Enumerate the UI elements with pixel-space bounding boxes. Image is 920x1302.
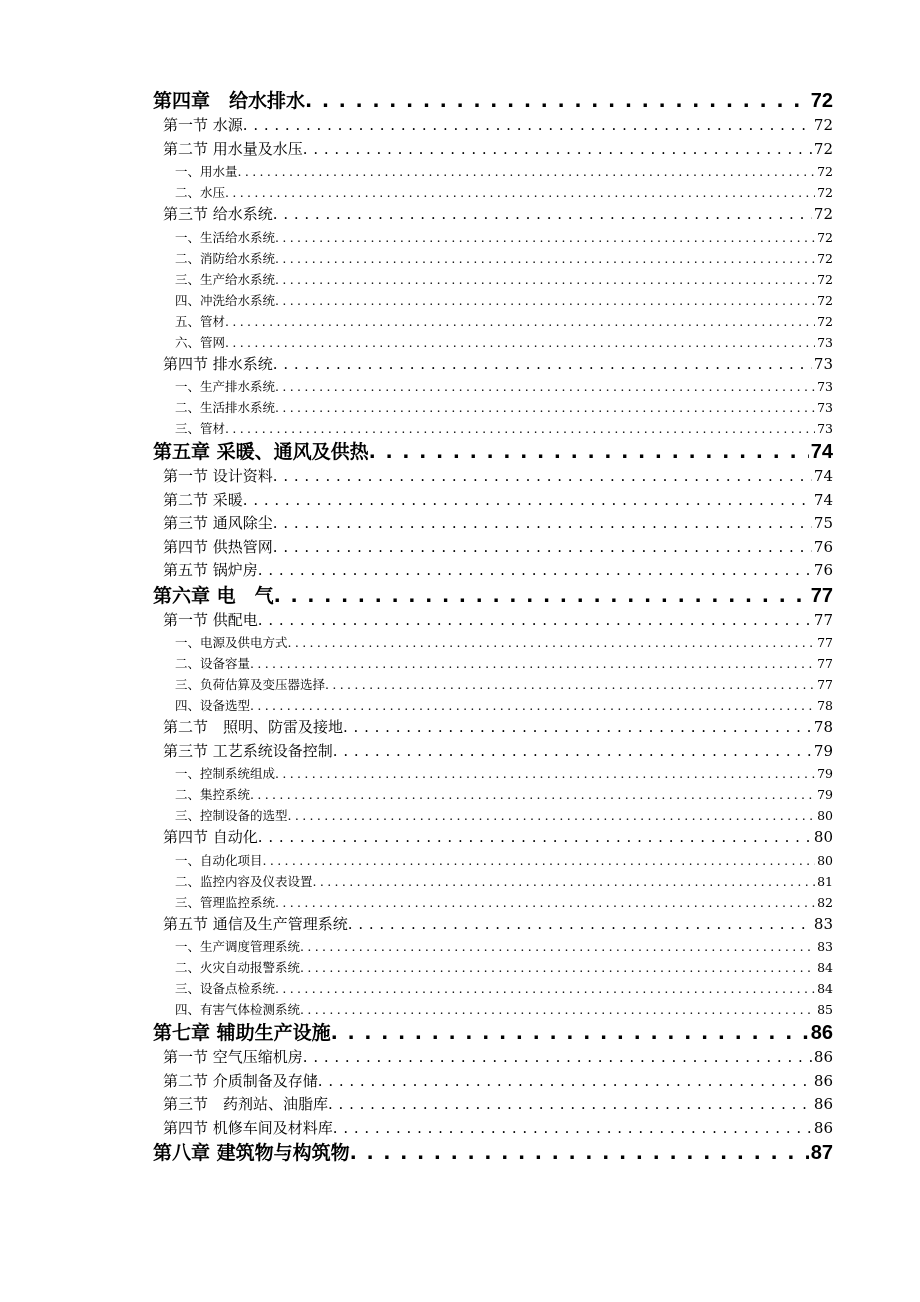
toc-entry-page-number: 72 (817, 185, 833, 200)
toc-entry-page-number: 86 (813, 1095, 833, 1113)
toc-entry-title: 一、生活给水系统 (175, 229, 276, 245)
toc-item-entry[interactable] (153, 376, 833, 397)
toc-item-entry[interactable] (153, 248, 833, 269)
toc-entry-title: 一、电源及供电方式 (175, 635, 288, 650)
toc-item-entry[interactable] (153, 290, 833, 311)
toc-section-entry[interactable] (153, 1046, 833, 1070)
toc-entry-page-number: 83 (813, 914, 833, 933)
dot-leader (250, 695, 815, 716)
toc-entry-title: 一、生产排水系统 (175, 379, 276, 394)
toc-entry-page-number: 73 (817, 400, 833, 415)
toc-item-entry[interactable] (153, 161, 833, 182)
toc-entry-page-number: 86 (813, 1048, 833, 1066)
toc-item-entry[interactable] (153, 999, 833, 1020)
toc-entry-page-number: 79 (817, 787, 833, 802)
toc-entry-title: 三、负荷估算及变压器选择 (175, 677, 326, 692)
toc-item-entry[interactable] (153, 936, 833, 957)
dot-leader (300, 936, 815, 957)
toc-entry-page-number: 72 (813, 139, 833, 158)
toc-item-entry[interactable] (153, 418, 833, 439)
toc-entry-title: 二、消防给水系统 (175, 250, 276, 266)
dot-leader (325, 674, 815, 695)
toc-entry-title: 第二节 介质制备及存储 (163, 1071, 318, 1090)
dot-leader (250, 653, 815, 674)
dot-leader (243, 489, 812, 513)
toc-entry-page-number: 78 (817, 698, 833, 713)
toc-item-entry[interactable] (153, 227, 833, 248)
dot-leader (258, 609, 812, 633)
toc-entry-page-number: 72 (817, 292, 833, 308)
toc-entry-title: 第四节 供热管网 (163, 537, 273, 556)
toc-entry-page-number: 86 (813, 1118, 833, 1137)
dot-leader (250, 784, 815, 805)
toc-item-entry[interactable] (153, 871, 833, 892)
toc-entry-page-number: 76 (813, 537, 833, 556)
dot-leader (275, 397, 815, 418)
toc-entry-title: 三、管理监控系统 (175, 894, 276, 910)
toc-entry-title: 第四章 给水排水 (153, 90, 306, 112)
dot-leader (305, 88, 809, 114)
toc-item-entry[interactable] (153, 695, 833, 716)
toc-entry-page-number: 80 (813, 828, 833, 846)
toc-entry-title: 第二节 照明、防雷及接地 (163, 718, 344, 736)
toc-entry-page-number: 80 (817, 808, 833, 823)
toc-entry-page-number: 77 (817, 656, 833, 671)
toc-item-entry[interactable] (153, 182, 833, 203)
toc-entry-title: 第八章 建筑物与构筑物 (153, 1142, 350, 1164)
dot-leader (369, 439, 809, 465)
dot-leader (343, 716, 812, 740)
toc-entry-page-number: 86 (810, 1022, 833, 1044)
toc-entry-page-number: 74 (813, 467, 833, 485)
dot-leader (273, 353, 812, 377)
toc-entry-title: 第一节 空气压缩机房 (163, 1048, 303, 1066)
dot-leader (275, 290, 815, 311)
dot-leader (275, 248, 815, 269)
toc-entry-title: 一、控制系统组成 (175, 766, 276, 781)
toc-entry-page-number: 72 (817, 271, 833, 287)
toc-section-entry[interactable] (153, 559, 833, 583)
dot-leader (300, 957, 815, 978)
toc-entry-page-number: 77 (817, 677, 833, 692)
toc-entry-title: 第一节 设计资料 (163, 467, 273, 485)
toc-entry-title: 三、控制设备的选型 (175, 808, 288, 823)
dot-leader (350, 1140, 809, 1166)
dot-leader (288, 805, 816, 826)
toc-entry-page-number: 87 (810, 1142, 833, 1164)
toc-entry-title: 二、生活排水系统 (175, 400, 276, 415)
toc-section-entry[interactable] (153, 826, 833, 850)
toc-item-entry[interactable] (153, 892, 833, 913)
toc-entry-title: 第四节 自动化 (163, 828, 258, 846)
toc-item-entry[interactable] (153, 784, 833, 805)
dot-leader (331, 1020, 809, 1046)
dot-leader (225, 182, 815, 203)
toc-entry-title: 四、有害气体检测系统 (175, 1002, 301, 1017)
toc-entry-title: 五、管材 (175, 313, 226, 329)
dot-leader (275, 978, 815, 999)
toc-entry-title: 一、自动化项目 (175, 852, 263, 868)
dot-leader (273, 203, 812, 227)
toc-entry-page-number: 74 (810, 441, 833, 463)
toc-chapter-entry[interactable] (153, 1020, 833, 1046)
dot-leader (273, 536, 812, 560)
toc-section-entry[interactable] (153, 1093, 833, 1117)
toc-item-entry[interactable] (153, 632, 833, 653)
toc-entry-title: 第二节 用水量及水压 (163, 139, 303, 158)
toc-item-entry[interactable] (153, 763, 833, 784)
toc-entry-page-number: 73 (817, 334, 833, 350)
toc-entry-title: 第一节 水源 (163, 116, 243, 134)
toc-chapter-entry[interactable] (153, 88, 833, 114)
dot-leader (313, 871, 816, 892)
dot-leader (275, 892, 815, 913)
dot-leader (333, 1117, 812, 1141)
toc-item-entry[interactable] (153, 311, 833, 332)
toc-entry-title: 第五章 采暖、通风及供热 (153, 441, 369, 463)
toc-entry-title: 三、设备点检系统 (175, 981, 276, 996)
toc-entry-page-number: 72 (817, 229, 833, 245)
toc-item-entry[interactable] (153, 397, 833, 418)
toc-entry-page-number: 81 (817, 873, 833, 889)
toc-entry-page-number: 77 (813, 610, 833, 629)
toc-entry-title: 第四节 机修车间及材料库 (163, 1118, 333, 1137)
toc-item-entry[interactable] (153, 653, 833, 674)
dot-leader (303, 138, 812, 162)
dot-leader (263, 850, 816, 871)
toc-entry-title: 第三节 工艺系统设备控制 (163, 741, 333, 760)
toc-section-entry[interactable] (153, 536, 833, 560)
toc-entry-page-number: 84 (817, 960, 833, 975)
toc-entry-title: 第五节 通信及生产管理系统 (163, 914, 348, 933)
toc-entry-page-number: 86 (813, 1071, 833, 1090)
toc-entry-title: 六、管网 (175, 334, 226, 350)
toc-chapter-entry[interactable] (153, 1140, 833, 1166)
dot-leader (275, 269, 815, 290)
toc-entry-page-number: 72 (817, 313, 833, 329)
toc-entry-page-number: 85 (817, 1002, 833, 1017)
dot-leader (238, 161, 816, 182)
toc-section-entry[interactable] (153, 913, 833, 937)
dot-leader (328, 1093, 812, 1117)
toc-entry-title: 第三节 通风除尘 (163, 514, 273, 532)
toc-entry-page-number: 72 (817, 250, 833, 266)
dot-leader (275, 763, 815, 784)
dot-leader (258, 559, 812, 583)
toc-entry-page-number: 72 (817, 164, 833, 179)
dot-leader (225, 311, 815, 332)
toc-entry-title: 第六章 电 气 (153, 584, 274, 607)
dot-leader (225, 332, 815, 353)
toc-entry-page-number: 83 (817, 939, 833, 954)
toc-section-entry[interactable] (153, 512, 833, 536)
toc-item-entry[interactable] (153, 269, 833, 290)
toc-entry-page-number: 73 (817, 379, 833, 394)
toc-entry-title: 第七章 辅助生产设施 (153, 1022, 331, 1044)
table-of-contents (153, 88, 833, 1166)
dot-leader (273, 465, 812, 489)
toc-item-entry[interactable] (153, 978, 833, 999)
toc-entry-page-number: 75 (813, 514, 833, 532)
toc-entry-title: 第五节 锅炉房 (163, 561, 258, 579)
toc-entry-title: 一、用水量 (175, 164, 238, 179)
dot-leader (333, 740, 812, 764)
toc-entry-page-number: 76 (813, 561, 833, 579)
toc-entry-title: 二、设备容量 (175, 656, 251, 671)
dot-leader (275, 376, 815, 397)
toc-entry-title: 一、生产调度管理系统 (175, 939, 301, 954)
toc-section-entry[interactable] (153, 353, 833, 377)
toc-entry-page-number: 73 (813, 354, 833, 373)
dot-leader (348, 913, 812, 937)
toc-entry-page-number: 72 (813, 205, 833, 223)
dot-leader (273, 512, 812, 536)
toc-section-entry[interactable] (153, 114, 833, 138)
toc-section-entry[interactable] (153, 489, 833, 513)
toc-section-entry[interactable] (153, 203, 833, 227)
dot-leader (300, 999, 815, 1020)
toc-entry-page-number: 77 (817, 635, 833, 650)
toc-entry-title: 二、监控内容及仪表设置 (175, 873, 313, 889)
toc-section-entry[interactable] (153, 138, 833, 162)
toc-item-entry[interactable] (153, 957, 833, 978)
toc-chapter-entry[interactable] (153, 439, 833, 465)
toc-section-entry[interactable] (153, 1070, 833, 1094)
toc-entry-page-number: 79 (813, 741, 833, 760)
toc-entry-page-number: 79 (817, 766, 833, 781)
toc-entry-title: 第三节 给水系统 (163, 205, 273, 223)
toc-entry-page-number: 80 (817, 852, 833, 868)
toc-item-entry[interactable] (153, 674, 833, 695)
toc-entry-title: 三、管材 (175, 421, 226, 436)
dot-leader (318, 1070, 812, 1094)
toc-section-entry[interactable] (153, 740, 833, 764)
toc-entry-title: 第四节 排水系统 (163, 354, 273, 373)
dot-leader (274, 583, 809, 609)
dot-leader (258, 826, 812, 850)
dot-leader (225, 418, 815, 439)
toc-entry-title: 四、设备选型 (175, 698, 251, 713)
toc-section-entry[interactable] (153, 609, 833, 633)
toc-section-entry[interactable] (153, 1117, 833, 1141)
toc-entry-title: 第三节 药剂站、油脂库 (163, 1095, 329, 1113)
toc-entry-title: 四、冲洗给水系统 (175, 292, 276, 308)
toc-entry-page-number: 72 (813, 116, 833, 134)
toc-chapter-entry[interactable] (153, 583, 833, 609)
toc-entry-page-number: 72 (810, 90, 833, 112)
toc-section-entry[interactable] (153, 716, 833, 740)
toc-entry-page-number: 73 (817, 421, 833, 436)
toc-entry-page-number: 74 (813, 490, 833, 509)
dot-leader (303, 1046, 812, 1070)
toc-entry-title: 二、火灾自动报警系统 (175, 960, 301, 975)
toc-item-entry[interactable] (153, 850, 833, 871)
toc-item-entry[interactable] (153, 332, 833, 353)
toc-entry-title: 第二节 采暖 (163, 490, 243, 509)
dot-leader (275, 227, 815, 248)
toc-entry-title: 三、生产给水系统 (175, 271, 276, 287)
toc-entry-page-number: 82 (817, 894, 833, 910)
toc-entry-title: 二、水压 (175, 185, 226, 200)
toc-item-entry[interactable] (153, 805, 833, 826)
toc-entry-page-number: 77 (810, 584, 833, 607)
toc-section-entry[interactable] (153, 465, 833, 489)
dot-leader (288, 632, 816, 653)
toc-entry-title: 第一节 供配电 (163, 610, 258, 629)
toc-entry-title: 二、集控系统 (175, 787, 251, 802)
toc-entry-page-number: 78 (813, 718, 833, 736)
dot-leader (243, 114, 812, 138)
toc-entry-page-number: 84 (817, 981, 833, 996)
